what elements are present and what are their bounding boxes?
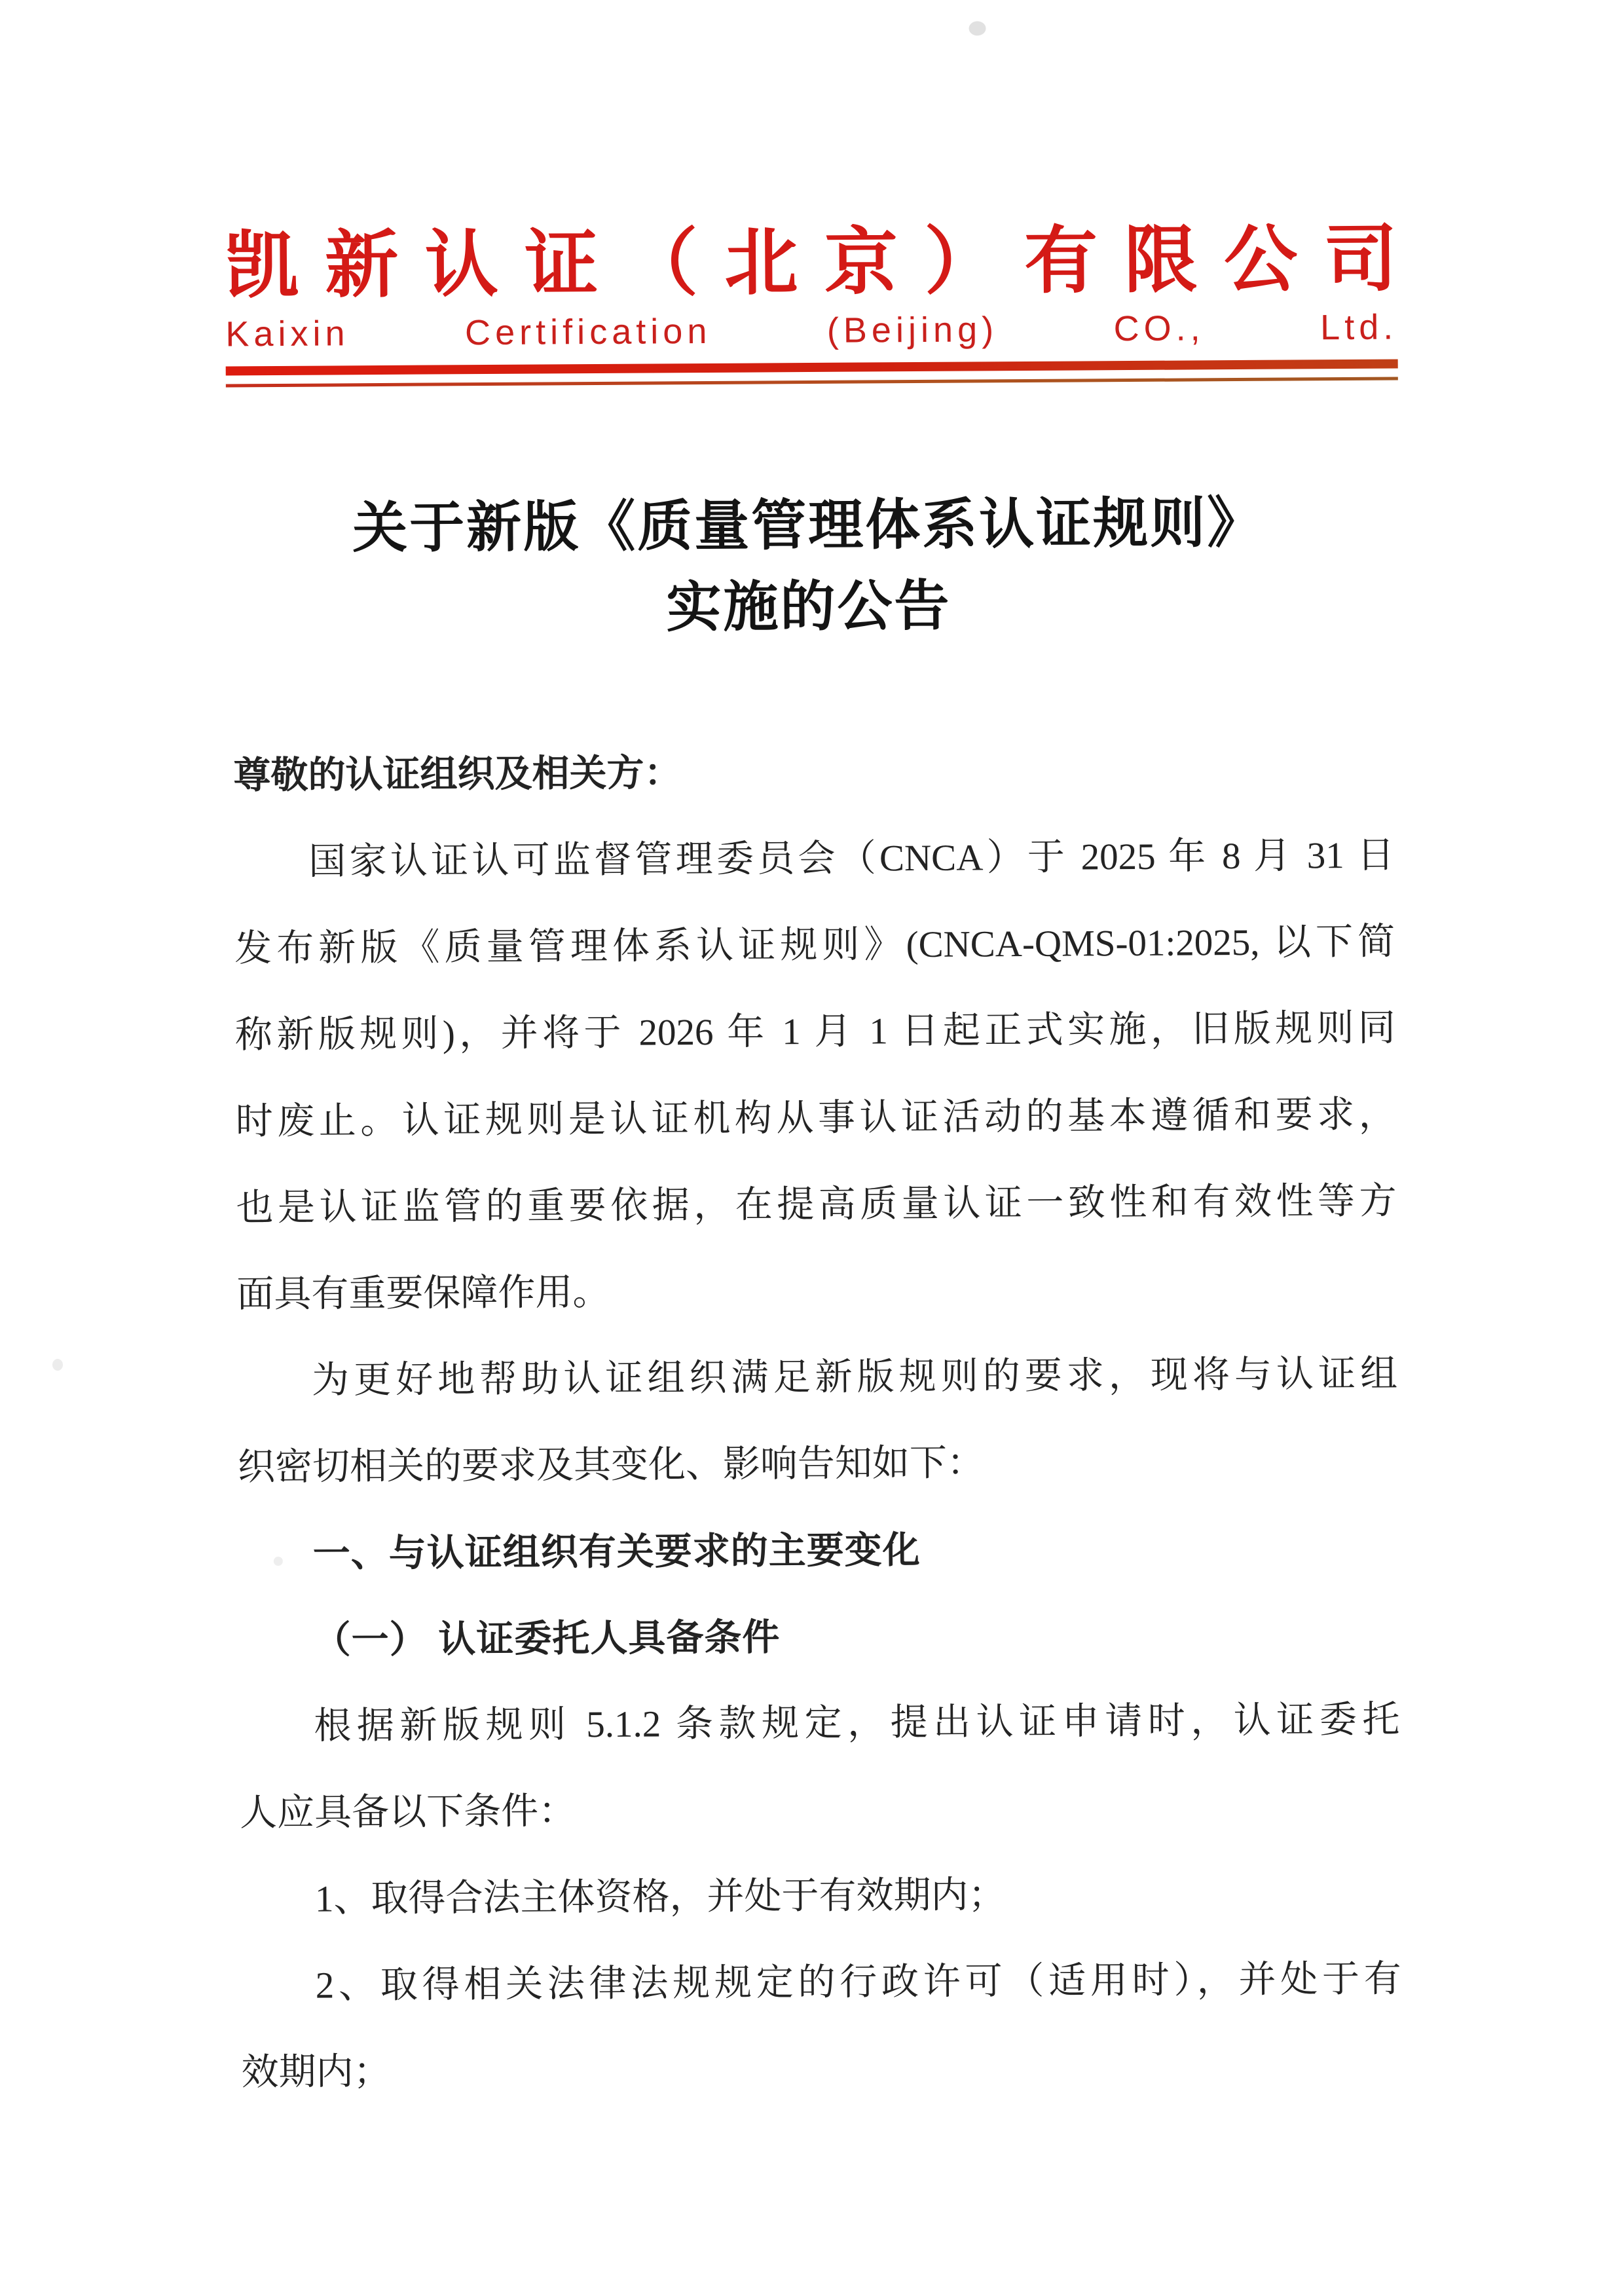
letterhead: [225, 217, 1397, 388]
paragraph-line: 国家认证认可监督管理委员会（CNCA）于 2025 年 8 月 31 日: [308, 834, 1395, 883]
paragraph-line: 根据新版规则 5.1.2 条款规定，提出认证申请时，认证委托: [314, 1699, 1400, 1747]
paragraph-line: 称新版规则)，并将于 2026 年 1 月 1 日起正式实施，旧版规则同: [234, 1007, 1396, 1056]
letterhead-rule-thick: [226, 360, 1398, 376]
paragraph-line: 为更好地帮助认证组织满足新版规则的要求，现将与认证组: [311, 1353, 1398, 1401]
paragraph-line: 面具有重要保障作用。: [236, 1271, 610, 1316]
list-item-2-cont: 效期内；: [241, 2050, 391, 2094]
list-item-1: 1、取得合法主体资格，并处于有效期内；: [314, 1874, 1006, 1920]
document-title-line2: 实施的公告: [666, 576, 951, 639]
paragraph-line: 织密切相关的要求及其变化、影响告知如下：: [237, 1442, 985, 1489]
paragraph-line: 发布新版《质量管理体系认证规则》(CNCA-QMS-01:2025, 以下简: [234, 921, 1395, 970]
salutation-line: 尊敬的认证组织及相关方：: [233, 752, 682, 797]
company-name-en: Kaixin Certification (Beijing) CO., Ltd.: [225, 307, 1398, 354]
paragraph-line: 也是认证监管的重要依据，在提高质量认证一致性和有效性等方: [236, 1180, 1397, 1229]
paragraph-line: 人应具备以下条件：: [239, 1790, 576, 1834]
list-item-2: 2、取得相关法律法规规定的行政许可（适用时），并处于有: [315, 1958, 1401, 2007]
letterhead-rule-thin: [226, 377, 1398, 388]
document-title: [0, 481, 1621, 653]
paragraph-line: 时废止。认证规则是认证机构从事认证活动的基本遵循和要求，: [235, 1094, 1396, 1143]
document-body: [233, 726, 1402, 2117]
company-name-zh: 凯新认证（北京）有限公司: [225, 219, 1398, 308]
document-title-line1: 关于新版《质量管理体系认证规则》: [352, 492, 1264, 560]
section-heading-1: 一、与认证组织有关要求的主要变化: [312, 1528, 921, 1575]
section-heading-1-1: （一） 认证委托人具备条件: [313, 1616, 781, 1661]
scan-artifact: [52, 1359, 63, 1371]
scan-artifact: [969, 21, 986, 35]
